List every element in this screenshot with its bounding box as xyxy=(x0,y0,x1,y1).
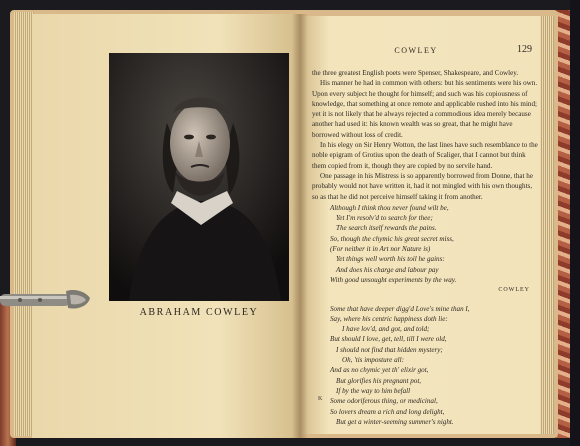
portrait-engraving xyxy=(109,53,289,301)
paragraph: One passage in his Mistress is so apparently borrowed from Donne, that he probably would not have written it, had it not mingled with his own thoughts, so as that he did not perceive himself taking it from another. xyxy=(312,171,533,201)
verse-line: Some that have deeper digg'd Love's mine than I, xyxy=(330,304,470,313)
verse-line: Some odoriferous thing, or medicinal, xyxy=(330,397,438,406)
page-number: 129 xyxy=(517,44,532,55)
portrait-caption: ABRAHAM COWLEY xyxy=(139,307,259,318)
verse-line: With good unsought experiments by the way. xyxy=(330,275,457,284)
page-edges-left xyxy=(14,12,34,436)
verse-line: And as no chymic yet th' elixir got, xyxy=(330,366,429,375)
paragraph: the three greatest English poets were Spenser, Shakespeare, and Cowley. xyxy=(312,69,519,77)
verse-line: Yet things well worth his toil he gains: xyxy=(336,255,445,264)
verse-line: But get a winter-seeming summer's night. xyxy=(336,417,454,426)
page-edges-right xyxy=(538,16,554,434)
verse-line: But glorifies his pregnant pot, xyxy=(336,376,422,385)
verse-line: Yet I'm resolv'd to search for thee; xyxy=(336,214,433,223)
verse-line: So, though the chymic his great secret miss, xyxy=(330,234,454,243)
running-head xyxy=(312,46,534,60)
verse-line: (For neither it in Art nor Nature is) xyxy=(330,245,431,254)
book-gutter xyxy=(292,14,308,438)
verse-line: If by the way to him befall xyxy=(336,386,411,395)
verse-credit: COWLEY xyxy=(498,287,530,294)
verse-line: I have lov'd, and got, and told; xyxy=(342,325,430,334)
verse-line: And does his charge and labour pay xyxy=(336,265,439,274)
background-edge xyxy=(570,0,580,446)
verse-line: But should I love, get, tell, till I were old, xyxy=(330,335,447,344)
verse-comparison xyxy=(312,304,540,428)
running-head-title: COWLEY xyxy=(394,46,438,55)
paragraph: In his elegy on Sir Henry Wotton, the last lines have such resemblance to the noble epigram of Grotius upon the death of Scaliger, that I cannot but think them copied from it, though they are copied by no servile hand. xyxy=(312,141,538,170)
paragraph: His manner he had in common with others: but his sentiments were his own. Upon every subject he thought for himself; and such was his copiousness of knowledge, that something at once remote and applicable rushed into his mind; yet it is not likely that he always rejected a commodious idea merely because another had used it: his known wealth was so great, that he might have borrowed without loss of credit. xyxy=(312,79,538,139)
verse-quotation xyxy=(312,203,540,296)
verse-line: Oh, 'tis imposture all: xyxy=(342,356,404,365)
verse-line: Say, where his centric happiness doth lie: xyxy=(330,314,448,323)
verse-line: The search itself rewards the pains. xyxy=(336,224,437,233)
verse-line: Although I think thou never found wilt be, xyxy=(330,203,449,212)
ornate-bookmark xyxy=(0,288,92,312)
verse-line: I should not find that hidden mystery; xyxy=(336,345,443,354)
signature-mark: K xyxy=(318,396,323,402)
verse-line: So lovers dream a rich and long delight, xyxy=(330,407,445,416)
right-page-text xyxy=(312,68,540,427)
